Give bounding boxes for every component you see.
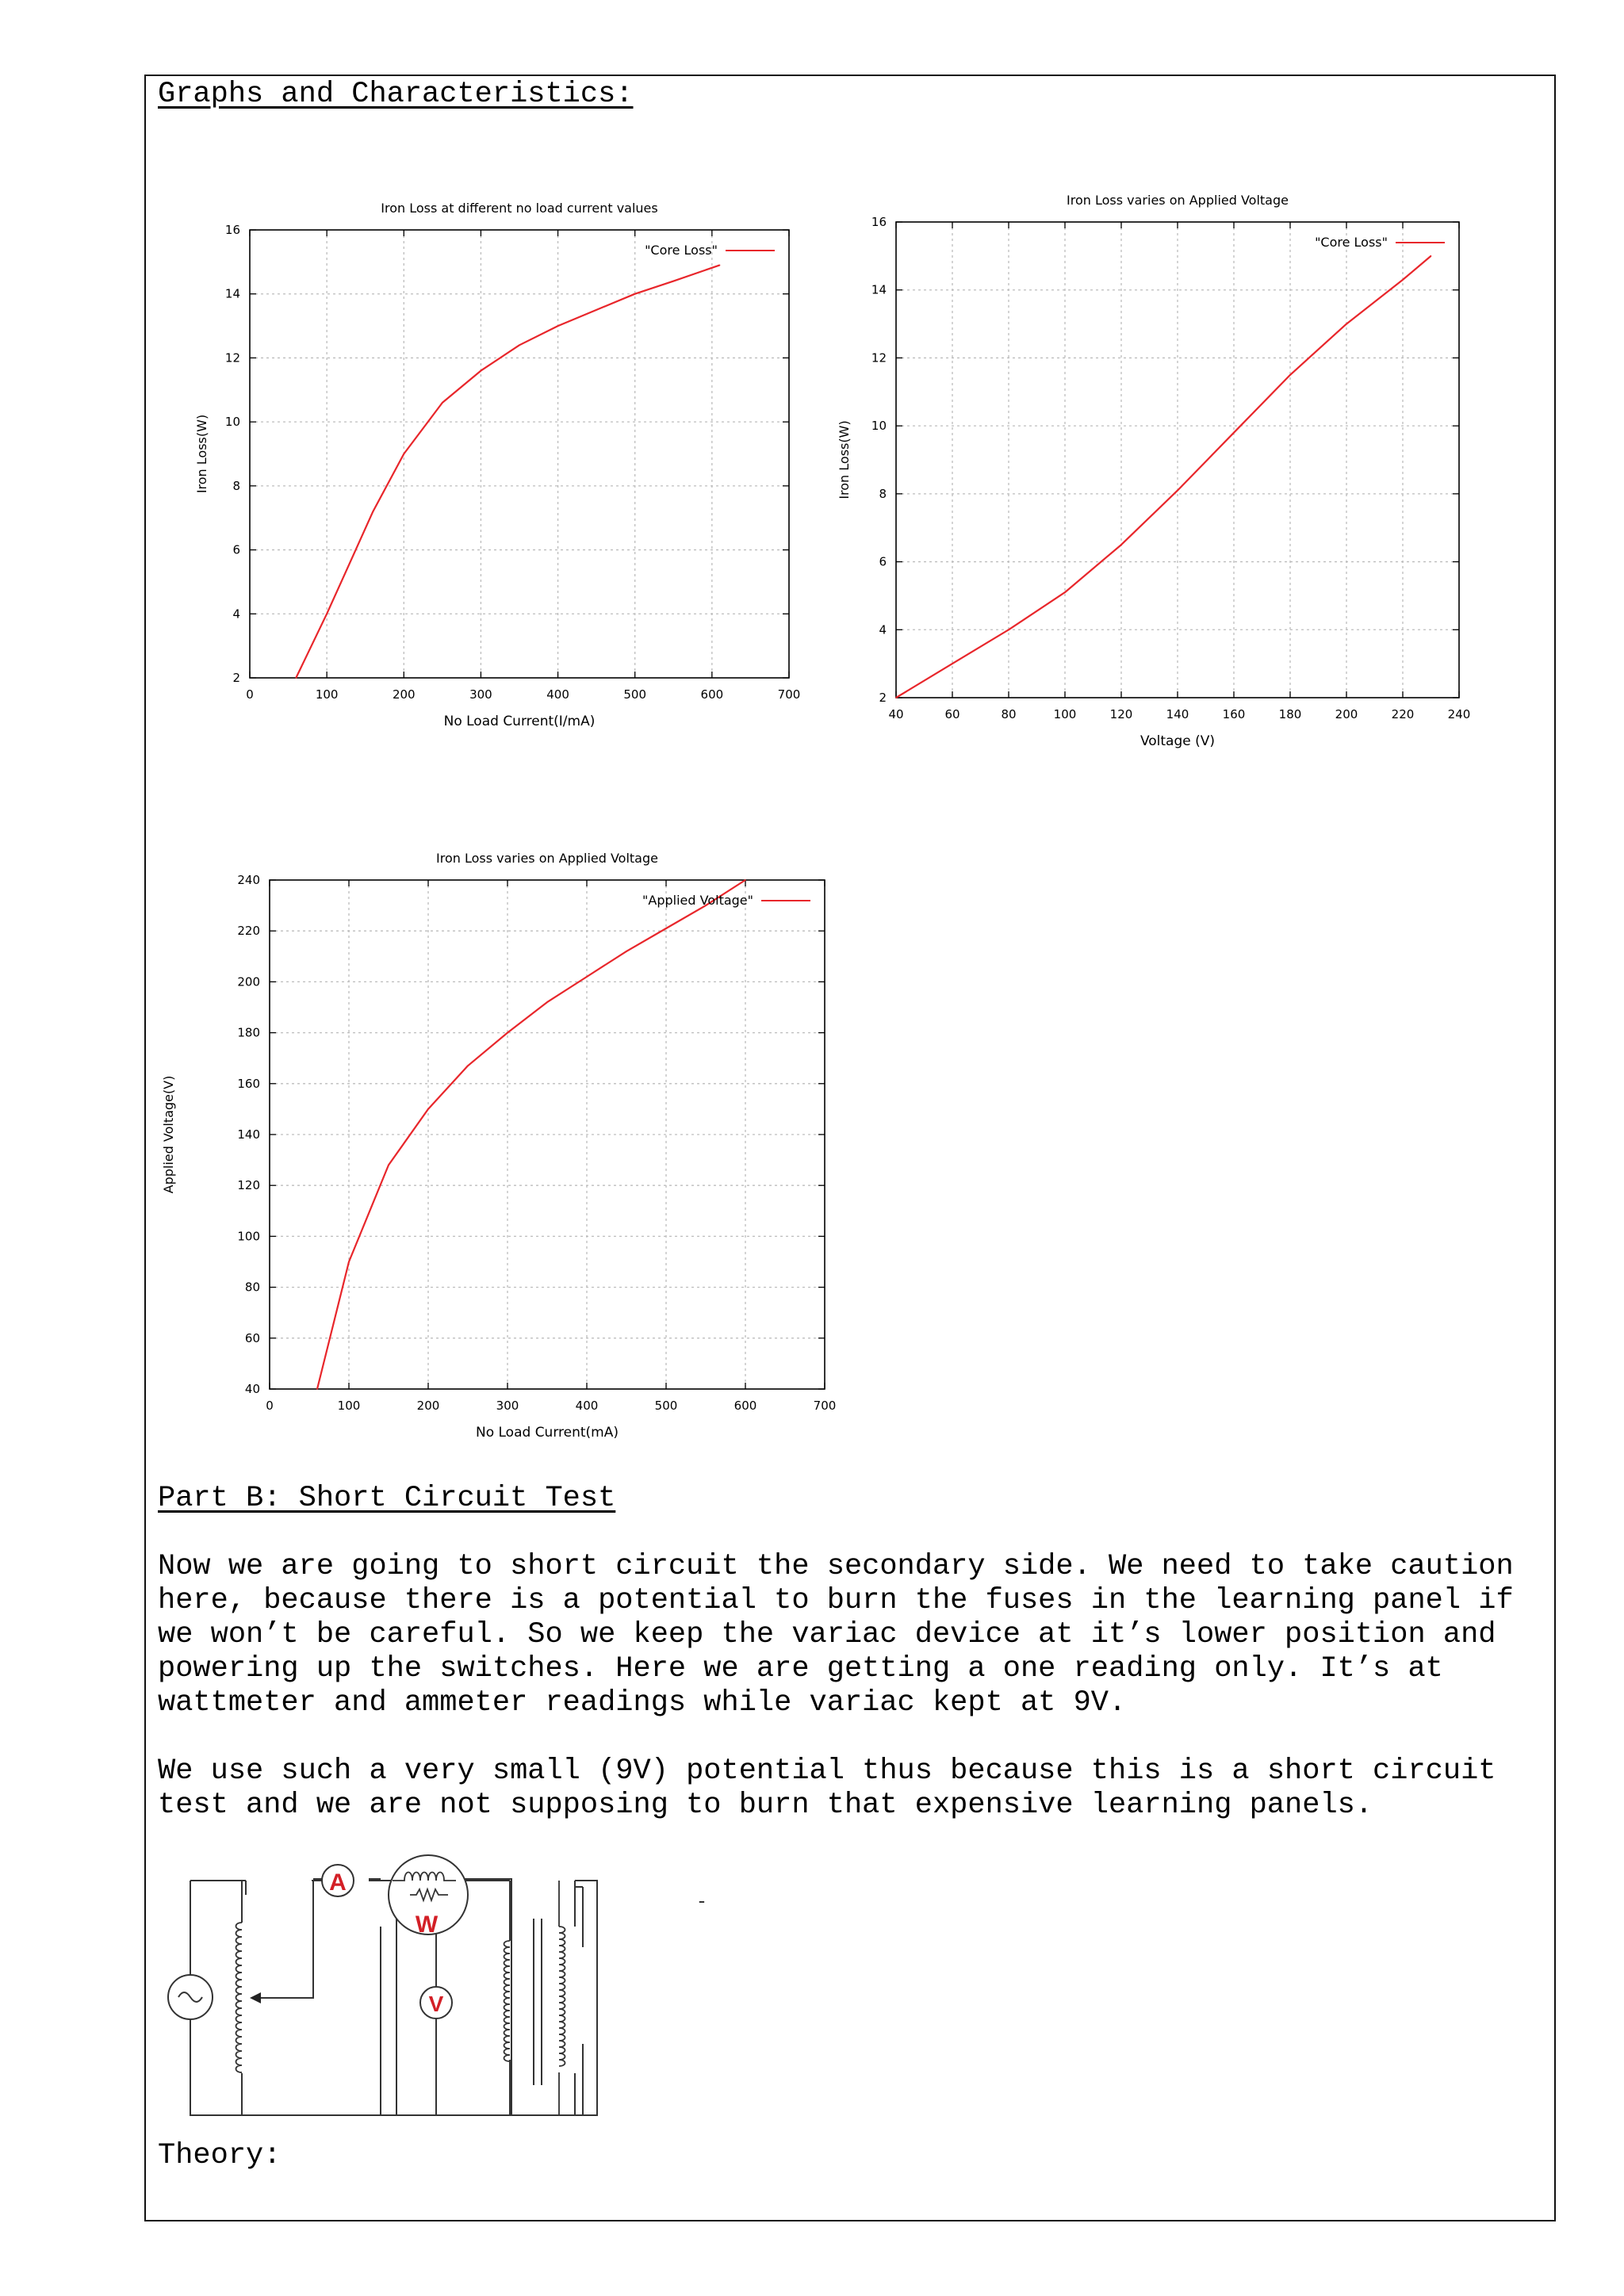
- y-tick-label: 8: [879, 486, 887, 501]
- x-tick-label: 140: [1166, 707, 1189, 721]
- legend-label: "Applied Voltage": [642, 893, 753, 908]
- data-point: [348, 1261, 350, 1263]
- voltmeter-label: V: [428, 1992, 444, 2016]
- data-point: [665, 928, 667, 929]
- data-point: [1064, 591, 1066, 593]
- chart-grid: [270, 880, 825, 1389]
- x-tick-label: 300: [496, 1399, 519, 1413]
- legend-label: "Core Loss": [1315, 235, 1388, 250]
- x-tick-label: 160: [1222, 707, 1246, 721]
- plot-frame: [896, 222, 1459, 698]
- variac-coil-icon: [236, 1923, 243, 2072]
- x-tick-label: 600: [733, 1399, 757, 1413]
- y-tick-label: 200: [237, 974, 260, 989]
- data-point: [1008, 629, 1009, 630]
- y-axis-label: Applied Voltage(V): [161, 1075, 176, 1194]
- y-tick-label: 12: [871, 350, 887, 365]
- data-point: [1120, 544, 1122, 545]
- data-point: [403, 453, 404, 455]
- x-tick-label: 500: [623, 687, 647, 702]
- y-tick-label: 40: [244, 1382, 260, 1396]
- data-point: [634, 293, 636, 295]
- data-point: [1431, 255, 1432, 257]
- x-tick-label: 0: [266, 1399, 274, 1413]
- data-point: [326, 613, 327, 614]
- data-point: [745, 879, 746, 881]
- ammeter-label: A: [329, 1869, 347, 1896]
- y-tick-label: 220: [237, 924, 260, 939]
- chart-title: Iron Loss at different no load current values: [381, 201, 658, 216]
- y-tick-label: 12: [224, 350, 240, 365]
- data-point: [895, 697, 897, 698]
- y-tick-label: 2: [879, 691, 887, 705]
- theory-heading: Theory:: [158, 2139, 282, 2172]
- series-line: [296, 265, 719, 678]
- data-point: [467, 1066, 469, 1067]
- data-point: [952, 663, 953, 664]
- x-tick-label: 200: [392, 687, 416, 702]
- data-point: [672, 281, 674, 282]
- y-tick-label: 80: [244, 1280, 260, 1295]
- chart-svg: [190, 190, 809, 737]
- data-point: [626, 951, 627, 952]
- y-tick-label: 8: [232, 478, 240, 493]
- x-tick-label: 500: [654, 1399, 678, 1413]
- data-point: [349, 562, 350, 564]
- data-point: [507, 1032, 508, 1034]
- y-tick-label: 10: [871, 419, 887, 434]
- data-point: [388, 1165, 389, 1166]
- x-tick-label: 400: [575, 1399, 599, 1413]
- x-tick-label: 40: [888, 707, 904, 721]
- x-tick-label: 220: [1391, 707, 1415, 721]
- x-tick-label: 120: [1109, 707, 1133, 721]
- x-tick-label: 700: [813, 1399, 837, 1413]
- y-tick-label: 16: [224, 223, 240, 237]
- data-point: [1402, 279, 1404, 281]
- y-tick-label: 4: [879, 622, 887, 637]
- chart-iron-loss-vs-voltage: [833, 181, 1491, 755]
- y-tick-label: 6: [232, 542, 240, 557]
- wattmeter-label: W: [415, 1911, 439, 1938]
- y-tick-label: 100: [237, 1229, 260, 1244]
- x-axis-label: No Load Current(mA): [475, 1425, 619, 1441]
- chart-title: Iron Loss varies on Applied Voltage: [1067, 193, 1289, 208]
- x-tick-label: 240: [1447, 707, 1471, 721]
- chart-grid: [250, 230, 789, 678]
- y-axis-label: Iron Loss(W): [194, 414, 209, 494]
- data-point: [1177, 490, 1178, 492]
- chart-voltage-vs-current: [159, 839, 841, 1460]
- x-tick-label: 180: [1278, 707, 1302, 721]
- x-tick-label: 600: [700, 687, 724, 702]
- stray-dash: -: [698, 1888, 706, 1912]
- data-point: [586, 976, 588, 978]
- x-tick-label: 400: [546, 687, 569, 702]
- y-tick-label: 16: [871, 215, 887, 229]
- chart-iron-loss-vs-current: [190, 190, 809, 740]
- x-tick-label: 100: [337, 1399, 361, 1413]
- x-tick-label: 200: [1335, 707, 1358, 721]
- x-tick-label: 80: [1001, 707, 1017, 721]
- y-tick-label: 2: [232, 671, 240, 685]
- chart-svg: [833, 181, 1491, 752]
- y-tick-label: 6: [879, 554, 887, 569]
- data-point: [719, 265, 721, 266]
- y-tick-label: 60: [244, 1330, 260, 1345]
- circuit-diagram: [163, 1847, 718, 2136]
- y-tick-label: 240: [237, 873, 260, 887]
- x-tick-label: 700: [777, 687, 801, 702]
- data-point: [316, 1388, 318, 1390]
- paragraph-small-potential: We use such a very small (9V) potential thus because this is a short circuit test and we are not supposing to burn that expensive learning panels.: [158, 1755, 1496, 1822]
- data-point: [596, 309, 597, 311]
- paragraph-caution: Now we are going to short circuit the secondary side. We need to take caution here, because there is a potential to burn the fuses in the learning panel if we won’t be careful. So we keep the variac device at it’s lower position and powering up the switches. Here we are getting a one reading only. It’s at wattmeter and ammeter readings while variac kept at 9V.: [158, 1550, 1514, 1720]
- graphs-heading: Graphs and Characteristics:: [158, 78, 634, 111]
- series-line: [896, 256, 1431, 698]
- x-tick-label: 0: [246, 687, 254, 702]
- y-tick-label: 180: [237, 1025, 260, 1040]
- x-tick-label: 200: [416, 1399, 440, 1413]
- data-point: [427, 1108, 429, 1110]
- data-point: [557, 325, 559, 327]
- y-tick-label: 10: [224, 415, 240, 430]
- legend-label: "Core Loss": [645, 243, 718, 258]
- x-axis-label: No Load Current(I/mA): [443, 714, 596, 729]
- transformer-secondary-icon: [559, 1881, 565, 2115]
- data-point: [519, 344, 520, 346]
- y-tick-label: 160: [237, 1076, 260, 1091]
- data-point: [295, 677, 297, 679]
- transformer-primary-icon: [504, 1941, 511, 2061]
- y-tick-label: 140: [237, 1127, 260, 1142]
- y-tick-label: 120: [237, 1178, 260, 1193]
- y-tick-label: 4: [232, 607, 240, 622]
- y-axis-label: Iron Loss(W): [837, 420, 852, 499]
- x-tick-label: 100: [1053, 707, 1077, 721]
- x-tick-label: 60: [944, 707, 960, 721]
- y-tick-label: 14: [224, 286, 240, 301]
- x-tick-label: 100: [315, 687, 339, 702]
- y-tick-label: 14: [871, 282, 887, 297]
- x-axis-label: Voltage (V): [1139, 733, 1216, 749]
- data-point: [442, 402, 443, 404]
- data-point: [1233, 432, 1235, 434]
- data-point: [373, 511, 374, 512]
- plot-frame: [250, 230, 789, 678]
- data-point: [1289, 374, 1291, 376]
- chart-svg: [159, 839, 841, 1457]
- data-point: [481, 370, 482, 372]
- part-b-heading: Part B: Short Circuit Test: [158, 1482, 616, 1515]
- chart-title: Iron Loss varies on Applied Voltage: [436, 851, 658, 866]
- x-tick-label: 300: [469, 687, 492, 702]
- data-point: [1346, 323, 1347, 325]
- chart-grid: [896, 222, 1459, 698]
- data-point: [546, 1001, 548, 1003]
- circuit-svg: [163, 1847, 718, 2133]
